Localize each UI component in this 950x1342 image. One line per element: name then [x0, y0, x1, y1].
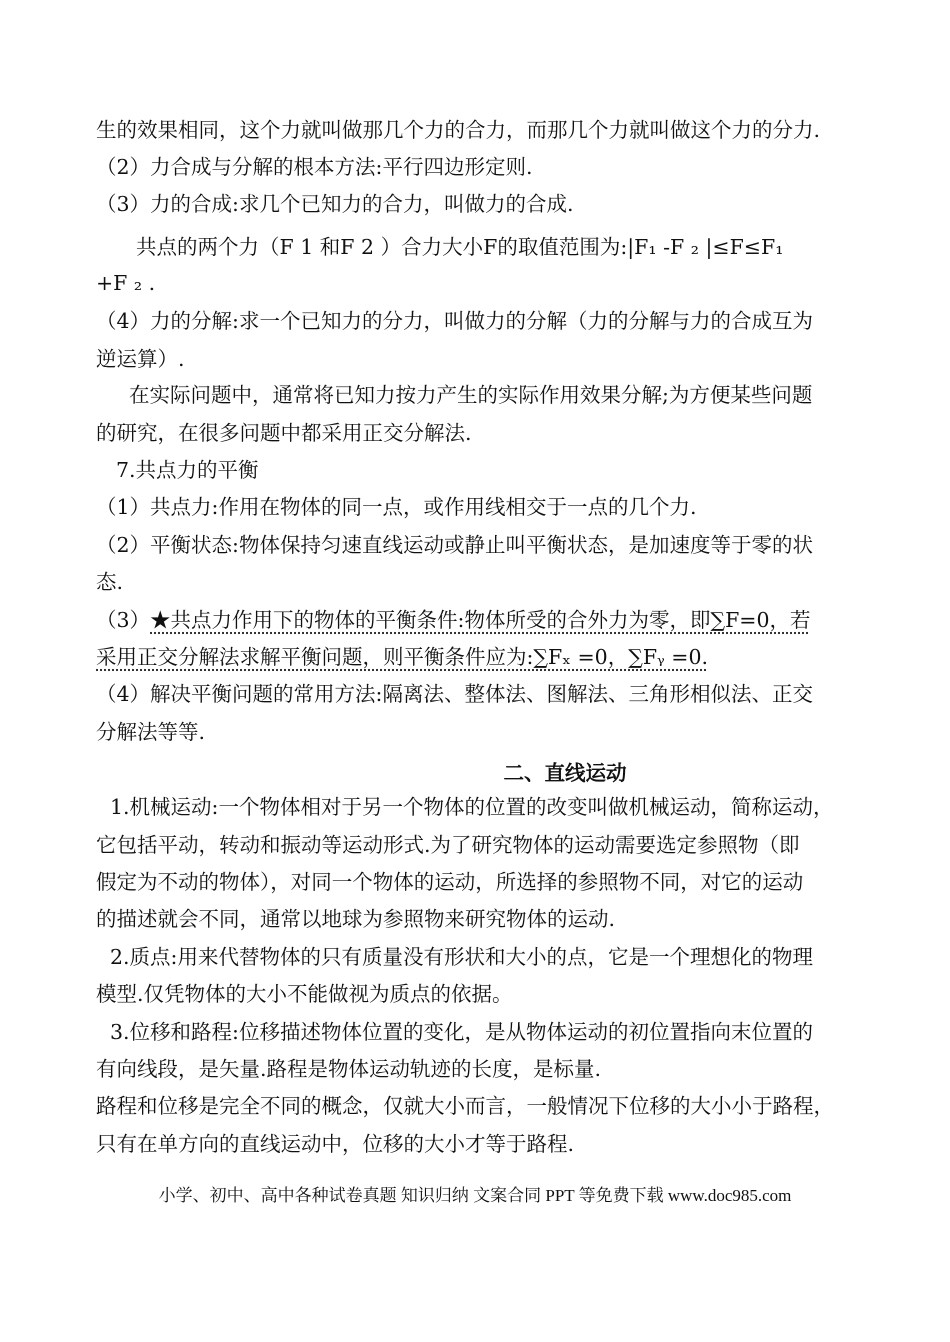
text-line: 态. — [96, 570, 124, 594]
text-line: （2）平衡状态:物体保持匀速直线运动或静止叫平衡状态，是加速度等于零的状 — [96, 533, 813, 557]
text-line: +F ₂ . — [96, 271, 156, 295]
text-line: 模型.仅凭物体的大小不能做视为质点的依据。 — [96, 982, 513, 1006]
text-line: 的描述就会不同，通常以地球为参照物来研究物体的运动. — [96, 907, 616, 931]
text-line: 只有在单方向的直线运动中，位移的大小才等于路程. — [96, 1132, 575, 1156]
text-line: （3）力的合成:求几个已知力的合力，叫做力的合成. — [96, 192, 574, 216]
emphasis-text: ★共点力作用下的物体的平衡条件:物体所受的合外力为零，即∑F=0，若 — [150, 608, 811, 632]
section-title: 7.共点力的平衡 — [116, 458, 259, 482]
section-heading: 二、直线运动 — [503, 761, 627, 785]
text-line: 它包括平动，转动和振动等运动形式.为了研究物体的运动需要选定参照物（即 — [96, 833, 800, 857]
text-line: 生的效果相同，这个力就叫做那几个力的合力，而那几个力就叫做这个力的分力. — [96, 118, 821, 142]
text-line: 路程和位移是完全不同的概念，仅就大小而言，一般情况下位移的大小小于路程， — [96, 1094, 834, 1118]
text-line: 假定为不动的物体），对同一个物体的运动，所选择的参照物不同，对它的运动 — [96, 870, 804, 894]
text-line-emphasis — [96, 643, 876, 671]
text-line: 共点的两个力（F 1 和F 2 ）合力大小F的取值范围为:|F₁ -F ₂ |≤F≤F₁ — [136, 235, 784, 259]
text-line: 2.质点:用来代替物体的只有质量没有形状和大小的点，它是一个理想化的物理 — [110, 945, 813, 969]
page-footer: 小学、初中、高中各种试卷真题 知识归纳 文案合同 PPT 等免费下载 www.doc985.com — [158, 1186, 792, 1205]
text-line: 逆运算）. — [96, 347, 185, 371]
text-line-emphasis — [96, 606, 876, 634]
text-line: 1.机械运动:一个物体相对于另一个物体的位置的改变叫做机械运动，简称运动， — [110, 795, 834, 819]
item-number: （3） — [96, 608, 151, 632]
text-line: （4）解决平衡问题的常用方法:隔离法、整体法、图解法、三角形相似法、正交 — [96, 682, 813, 706]
text-line: 有向线段，是矢量.路程是物体运动轨迹的长度，是标量. — [96, 1057, 602, 1081]
text-line: 3.位移和路程:位移描述物体位置的变化，是从物体运动的初位置指向末位置的 — [110, 1020, 813, 1044]
emphasis-text: 采用正交分解法求解平衡问题，则平衡条件应为:∑Fₓ =0，∑Fᵧ =0. — [96, 645, 709, 669]
text-line: 的研究，在很多问题中都采用正交分解法. — [96, 421, 472, 445]
text-line: （2）力合成与分解的根本方法:平行四边形定则. — [96, 155, 533, 179]
text-line: （1）共点力:作用在物体的同一点，或作用线相交于一点的几个力. — [96, 495, 697, 519]
text-line: 分解法等等. — [96, 720, 206, 744]
text-line: （4）力的分解:求一个已知力的分力，叫做力的分解（力的分解与力的合成互为 — [96, 309, 813, 333]
text-line: 在实际问题中，通常将已知力按力产生的实际作用效果分解;为方便某些问题 — [129, 383, 813, 407]
